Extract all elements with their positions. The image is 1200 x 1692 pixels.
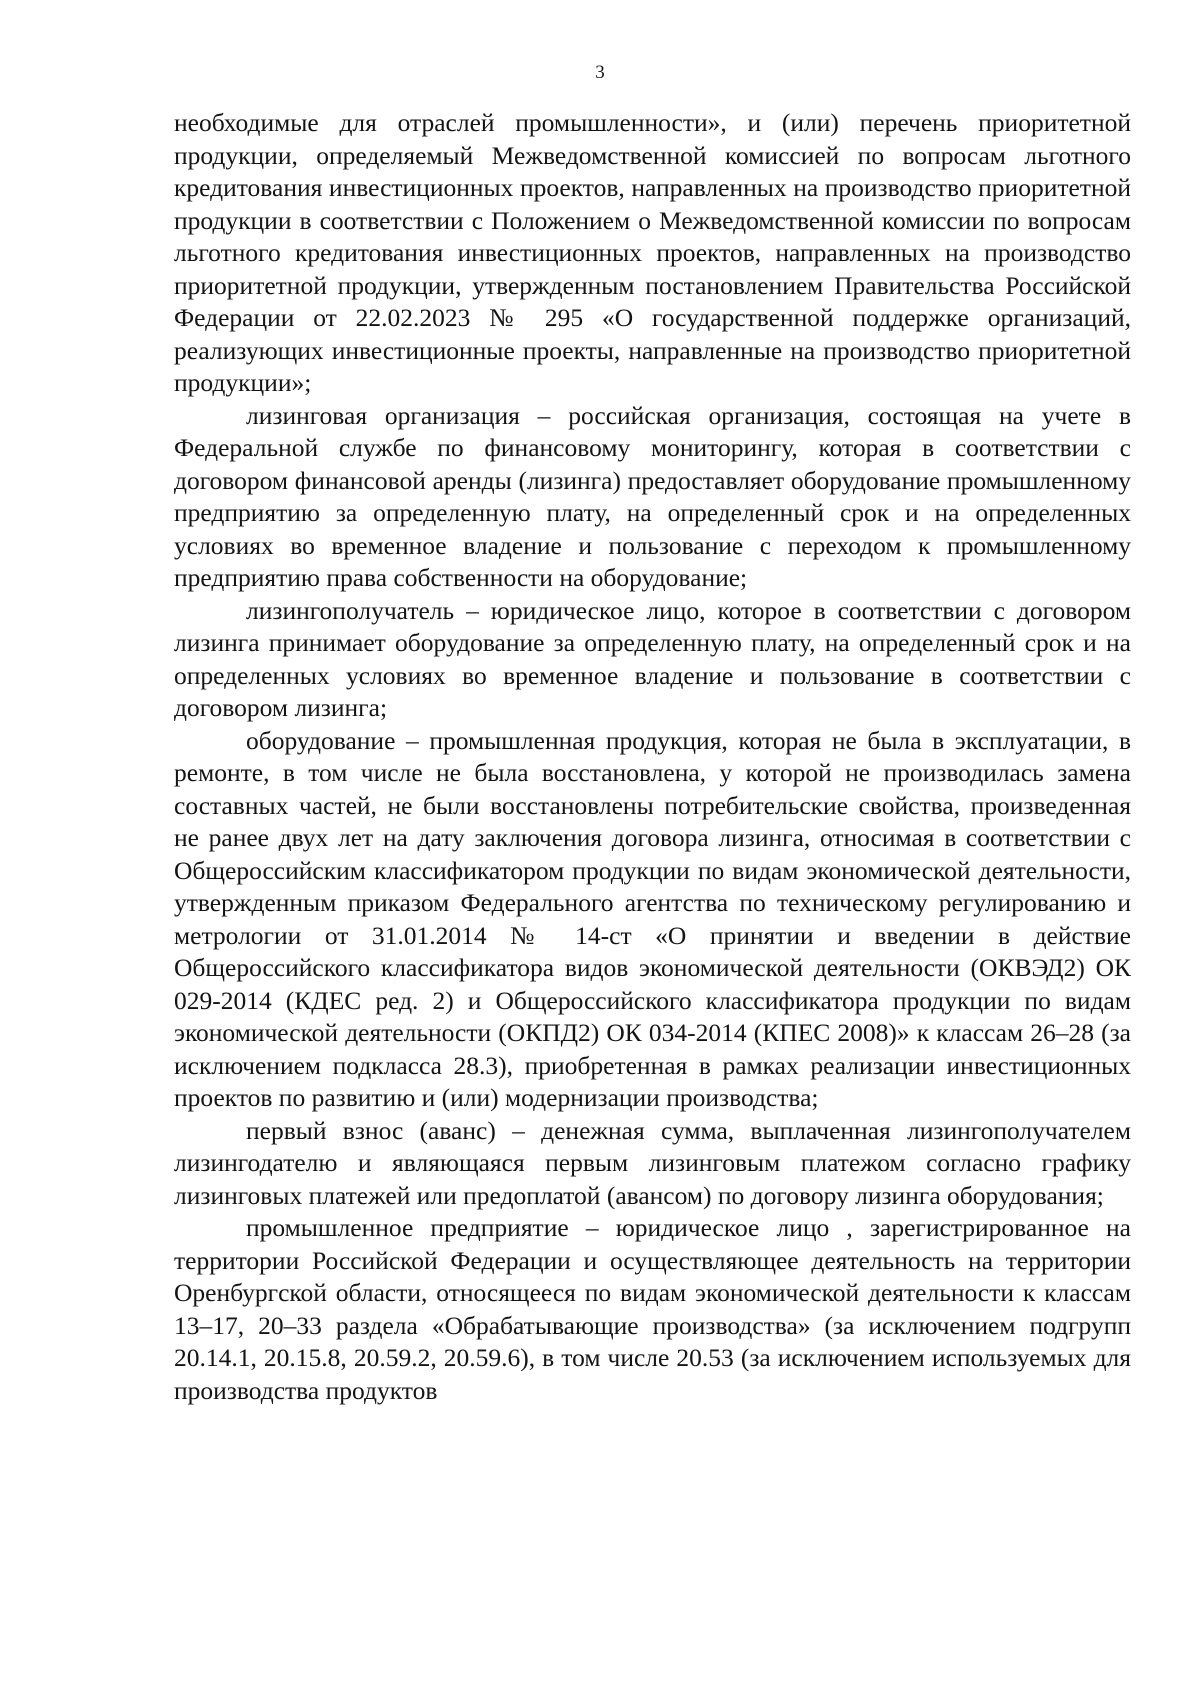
paragraph-first-payment: первый взнос (аванс) – денежная сумма, выплаченная лизингополучателем лизингодателю и являющаяся первым лизинговым платежом согласно графику лизинговых платежей или предоплатой (авансом) по договору лизинга оборудования; (174, 1115, 1131, 1210)
page-number: 3 (595, 62, 605, 83)
paragraph-industrial-enterprise: промышленное предприятие – юридическое лицо , зарегистрированное на территории Российской Федерации и осуществляющее деятельность на территории Оренбургской области, относящееся по видам экономической деятельности к классам 13–17, 20–33 раздела «Обрабатывающие производства» (за исключением подгрупп 20.14.1, 20.15.8, 20.59.2, 20.59.6), в том числе 20.53 (за исключением используемых для производства продуктов (174, 1213, 1131, 1405)
document-body (174, 107, 1131, 1407)
paragraph-lessee: лизингополучатель – юридическое лицо, которое в соответствии с договором лизинга принимает оборудование за определенную плату, на определенный срок и на определенных условиях во временное владение и пользование в соответствии с договором лизинга; (174, 595, 1131, 722)
paragraph-continuation: необходимые для отраслей промышленности», и (или) перечень приоритетной продукции, определяемый Межведомственной комиссией по вопросам льготного кредитования инвестиционных проектов, направленных на производство приоритетной продукции в соответствии с Положением о Межведомственной комиссии по вопросам льготного кредитования инвестиционных проектов, направленных на производство приоритетной продукции, утвержденным постановлением Правительства Российской Федерации от 22.02.2023 № 295 «О государственной поддержке организаций, реализующих инвестиционные проекты, направленные на производство приоритетной продукции»; (174, 108, 1131, 397)
paragraph-leasing-organization: лизинговая организация – российская организация, состоящая на учете в Федеральной службе по финансовому мониторингу, которая в соответствии с договором финансовой аренды (лизинга) предоставляет оборудование промышленному предприятию за определенную плату, на определенный срок и на определенных условиях во временное владение и пользование с переходом к промышленному предприятию права собственности на оборудование; (174, 400, 1131, 592)
paragraph-equipment: оборудование – промышленная продукция, которая не была в эксплуатации, в ремонте, в том числе не была восстановлена, у которой не производилась замена составных частей, не были восстановлены потребительские свойства, произведенная не ранее двух лет на дату заключения договора лизинга, относимая в соответствии с Общероссийским классификатором продукции по видам экономической деятельности, утвержденным приказом Федерального агентства по техническому регулированию и метрологии от 31.01.2014 № 14-ст «О принятии и введении в действие Общероссийского классификатора видов экономической деятельности (ОКВЭД2) ОК 029-2014 (КДЕС ред. 2) и Общероссийского классификатора продукции по видам экономической деятельности (ОКПД2) ОК 034-2014 (КПЕС 2008)» к классам 26–28 (за исключением подкласса 28.3), приобретенная в рамках реализации инвестиционных проектов по развитию и (или) модернизации производства; (174, 725, 1131, 1112)
